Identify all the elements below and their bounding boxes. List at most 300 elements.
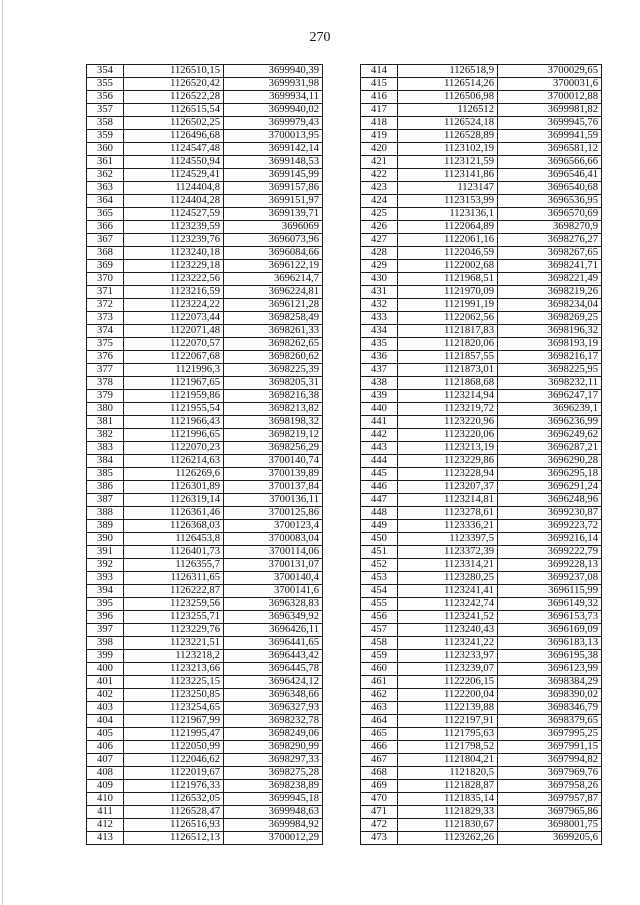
table-row <box>87 780 323 793</box>
x-coordinate-cell: 1123228,94 <box>398 468 498 481</box>
point-number-cell: 412 <box>87 819 124 832</box>
x-coordinate-cell: 1126520,42 <box>124 78 224 91</box>
point-number-cell: 466 <box>361 741 398 754</box>
x-coordinate-cell: 1121996,3 <box>124 364 224 377</box>
y-coordinate-cell: 3696121,28 <box>224 299 323 312</box>
x-coordinate-cell: 1123397,5 <box>398 533 498 546</box>
x-coordinate-cell: 1124547,48 <box>124 143 224 156</box>
x-coordinate-cell: 1123239,59 <box>124 221 224 234</box>
y-coordinate-cell: 3699979,43 <box>224 117 323 130</box>
y-coordinate-cell: 3696536,95 <box>498 195 602 208</box>
table-row <box>361 611 602 624</box>
point-number-cell: 473 <box>361 832 398 845</box>
y-coordinate-cell: 3696546,41 <box>498 169 602 182</box>
y-coordinate-cell: 3700012,88 <box>498 91 602 104</box>
x-coordinate-cell: 1124404,28 <box>124 195 224 208</box>
x-coordinate-cell: 1124529,41 <box>124 169 224 182</box>
y-coordinate-cell: 3700125,86 <box>224 507 323 520</box>
x-coordinate-cell: 1123240,18 <box>124 247 224 260</box>
table-row <box>87 78 323 91</box>
point-number-cell: 367 <box>87 234 124 247</box>
x-coordinate-cell: 1123213,66 <box>124 663 224 676</box>
y-coordinate-cell: 3698198,32 <box>224 416 323 429</box>
table-row <box>361 169 602 182</box>
y-coordinate-cell: 3700140,74 <box>224 455 323 468</box>
table-row <box>87 533 323 546</box>
point-number-cell: 467 <box>361 754 398 767</box>
x-coordinate-cell: 1122073,44 <box>124 312 224 325</box>
y-coordinate-cell: 3698241,71 <box>498 260 602 273</box>
point-number-cell: 416 <box>361 91 398 104</box>
x-coordinate-cell: 1126502,25 <box>124 117 224 130</box>
y-coordinate-cell: 3696290,28 <box>498 455 602 468</box>
table-row <box>361 403 602 416</box>
table-row <box>87 754 323 767</box>
x-coordinate-cell: 1123214,81 <box>398 494 498 507</box>
table-row <box>361 364 602 377</box>
x-coordinate-cell: 1121995,47 <box>124 728 224 741</box>
table-row <box>87 156 323 169</box>
y-coordinate-cell: 3698232,11 <box>498 377 602 390</box>
point-number-cell: 430 <box>361 273 398 286</box>
point-number-cell: 406 <box>87 741 124 754</box>
table-row <box>361 91 602 104</box>
x-coordinate-cell: 1122061,16 <box>398 234 498 247</box>
y-coordinate-cell: 3698196,32 <box>498 325 602 338</box>
table-row <box>87 130 323 143</box>
y-coordinate-cell: 3699139,71 <box>224 208 323 221</box>
point-number-cell: 371 <box>87 286 124 299</box>
x-coordinate-cell: 1123222,56 <box>124 273 224 286</box>
y-coordinate-cell: 3698379,65 <box>498 715 602 728</box>
point-number-cell: 468 <box>361 767 398 780</box>
point-number-cell: 377 <box>87 364 124 377</box>
y-coordinate-cell: 3696566,66 <box>498 156 602 169</box>
x-coordinate-cell: 1123229,18 <box>124 260 224 273</box>
x-coordinate-cell: 1123216,59 <box>124 286 224 299</box>
x-coordinate-cell: 1123239,07 <box>398 663 498 676</box>
point-number-cell: 401 <box>87 676 124 689</box>
table-row <box>87 247 323 260</box>
y-coordinate-cell: 3700012,29 <box>224 832 323 845</box>
point-number-cell: 385 <box>87 468 124 481</box>
y-coordinate-cell: 3696424,12 <box>224 676 323 689</box>
y-coordinate-cell: 3696291,24 <box>498 481 602 494</box>
x-coordinate-cell: 1122139,88 <box>398 702 498 715</box>
table-row <box>361 377 602 390</box>
x-coordinate-cell: 1121996,65 <box>124 429 224 442</box>
point-number-cell: 397 <box>87 624 124 637</box>
point-number-cell: 444 <box>361 455 398 468</box>
point-number-cell: 442 <box>361 429 398 442</box>
point-number-cell: 396 <box>87 611 124 624</box>
y-coordinate-cell: 3699148,53 <box>224 156 323 169</box>
table-row <box>361 702 602 715</box>
x-coordinate-cell: 1126311,65 <box>124 572 224 585</box>
table-row <box>87 481 323 494</box>
point-number-cell: 381 <box>87 416 124 429</box>
point-number-cell: 387 <box>87 494 124 507</box>
x-coordinate-cell: 1122206,15 <box>398 676 498 689</box>
point-number-cell: 422 <box>361 169 398 182</box>
table-row <box>87 338 323 351</box>
x-coordinate-cell: 1122046,59 <box>398 247 498 260</box>
point-number-cell: 361 <box>87 156 124 169</box>
x-coordinate-cell: 1126214,63 <box>124 455 224 468</box>
table-row <box>361 234 602 247</box>
point-number-cell: 369 <box>87 260 124 273</box>
x-coordinate-cell: 1124550,94 <box>124 156 224 169</box>
y-coordinate-cell: 3696153,73 <box>498 611 602 624</box>
table-row <box>361 286 602 299</box>
table-row <box>87 234 323 247</box>
y-coordinate-cell: 3698276,27 <box>498 234 602 247</box>
point-number-cell: 388 <box>87 507 124 520</box>
y-coordinate-cell: 3700083,04 <box>224 533 323 546</box>
x-coordinate-cell: 1123233,97 <box>398 650 498 663</box>
x-coordinate-cell: 1122062,56 <box>398 312 498 325</box>
x-coordinate-cell: 1126222,87 <box>124 585 224 598</box>
y-coordinate-cell: 3697958,26 <box>498 780 602 793</box>
x-coordinate-cell: 1126269,6 <box>124 468 224 481</box>
point-number-cell: 354 <box>87 65 124 78</box>
point-number-cell: 415 <box>361 78 398 91</box>
table-row <box>361 715 602 728</box>
y-coordinate-cell: 3699984,92 <box>224 819 323 832</box>
y-coordinate-cell: 3696287,21 <box>498 442 602 455</box>
table-row <box>361 429 602 442</box>
x-coordinate-cell: 1123121,59 <box>398 156 498 169</box>
table-row <box>361 650 602 663</box>
x-coordinate-cell: 1121967,99 <box>124 715 224 728</box>
x-coordinate-cell: 1126319,14 <box>124 494 224 507</box>
table-row <box>361 273 602 286</box>
point-number-cell: 440 <box>361 403 398 416</box>
point-number-cell: 435 <box>361 338 398 351</box>
point-number-cell: 454 <box>361 585 398 598</box>
point-number-cell: 458 <box>361 637 398 650</box>
x-coordinate-cell: 1123136,1 <box>398 208 498 221</box>
table-row <box>361 728 602 741</box>
x-coordinate-cell: 1121857,55 <box>398 351 498 364</box>
y-coordinate-cell: 3696115,99 <box>498 585 602 598</box>
x-coordinate-cell: 1123220,96 <box>398 416 498 429</box>
y-coordinate-cell: 3697969,76 <box>498 767 602 780</box>
point-number-cell: 398 <box>87 637 124 650</box>
table-row <box>87 299 323 312</box>
table-row <box>87 546 323 559</box>
x-coordinate-cell: 1121820,5 <box>398 767 498 780</box>
point-number-cell: 439 <box>361 390 398 403</box>
table-row <box>361 104 602 117</box>
x-coordinate-cell: 1123278,61 <box>398 507 498 520</box>
x-coordinate-cell: 1122197,91 <box>398 715 498 728</box>
point-number-cell: 470 <box>361 793 398 806</box>
x-coordinate-cell: 1123254,65 <box>124 702 224 715</box>
point-number-cell: 383 <box>87 442 124 455</box>
y-coordinate-cell: 3698205,31 <box>224 377 323 390</box>
point-number-cell: 407 <box>87 754 124 767</box>
y-coordinate-cell: 3699228,13 <box>498 559 602 572</box>
point-number-cell: 423 <box>361 182 398 195</box>
point-number-cell: 457 <box>361 624 398 637</box>
point-number-cell: 459 <box>361 650 398 663</box>
table-row <box>87 689 323 702</box>
table-row <box>361 793 602 806</box>
y-coordinate-cell: 3697965,86 <box>498 806 602 819</box>
x-coordinate-cell: 1126518,9 <box>398 65 498 78</box>
point-number-cell: 375 <box>87 338 124 351</box>
table-row <box>87 286 323 299</box>
x-coordinate-cell: 1123214,94 <box>398 390 498 403</box>
x-coordinate-cell: 1121828,87 <box>398 780 498 793</box>
x-coordinate-cell: 1123153,99 <box>398 195 498 208</box>
point-number-cell: 448 <box>361 507 398 520</box>
table-row <box>87 624 323 637</box>
point-number-cell: 436 <box>361 351 398 364</box>
table-row <box>361 182 602 195</box>
y-coordinate-cell: 3698213,82 <box>224 403 323 416</box>
table-row <box>87 364 323 377</box>
table-row <box>87 182 323 195</box>
y-coordinate-cell: 3698384,29 <box>498 676 602 689</box>
x-coordinate-cell: 1123241,52 <box>398 611 498 624</box>
point-number-cell: 429 <box>361 260 398 273</box>
table-row <box>87 507 323 520</box>
table-row <box>361 312 602 325</box>
y-coordinate-cell: 3696239,1 <box>498 403 602 416</box>
x-coordinate-cell: 1122071,48 <box>124 325 224 338</box>
table-row <box>361 637 602 650</box>
x-coordinate-cell: 1123372,39 <box>398 546 498 559</box>
table-row <box>361 156 602 169</box>
point-number-cell: 428 <box>361 247 398 260</box>
table-row <box>361 78 602 91</box>
table-row <box>87 494 323 507</box>
table-row <box>87 676 323 689</box>
y-coordinate-cell: 3698290,99 <box>224 741 323 754</box>
table-row <box>87 208 323 221</box>
point-number-cell: 469 <box>361 780 398 793</box>
x-coordinate-cell: 1121795,63 <box>398 728 498 741</box>
point-number-cell: 360 <box>87 143 124 156</box>
table-row <box>361 832 602 845</box>
table-row <box>361 598 602 611</box>
point-number-cell: 366 <box>87 221 124 234</box>
y-coordinate-cell: 3696443,42 <box>224 650 323 663</box>
point-number-cell: 357 <box>87 104 124 117</box>
y-coordinate-cell: 3699941,59 <box>498 130 602 143</box>
table-row <box>361 442 602 455</box>
y-coordinate-cell: 3696069 <box>224 221 323 234</box>
y-coordinate-cell: 3698221,49 <box>498 273 602 286</box>
x-coordinate-cell: 1121798,52 <box>398 741 498 754</box>
y-coordinate-cell: 3698270,9 <box>498 221 602 234</box>
x-coordinate-cell: 1126512,13 <box>124 832 224 845</box>
y-coordinate-cell: 3700140,4 <box>224 572 323 585</box>
y-coordinate-cell: 3696122,19 <box>224 260 323 273</box>
point-number-cell: 418 <box>361 117 398 130</box>
point-number-cell: 433 <box>361 312 398 325</box>
x-coordinate-cell: 1123102,19 <box>398 143 498 156</box>
table-row <box>87 767 323 780</box>
point-number-cell: 465 <box>361 728 398 741</box>
x-coordinate-cell: 1121829,33 <box>398 806 498 819</box>
x-coordinate-cell: 1123218,2 <box>124 650 224 663</box>
x-coordinate-cell: 1123141,86 <box>398 169 498 182</box>
y-coordinate-cell: 3699940,39 <box>224 65 323 78</box>
y-coordinate-cell: 3699222,79 <box>498 546 602 559</box>
table-row <box>87 611 323 624</box>
point-number-cell: 425 <box>361 208 398 221</box>
y-coordinate-cell: 3696441,65 <box>224 637 323 650</box>
y-coordinate-cell: 3700136,11 <box>224 494 323 507</box>
point-number-cell: 449 <box>361 520 398 533</box>
y-coordinate-cell: 3700141,6 <box>224 585 323 598</box>
x-coordinate-cell: 1123207,37 <box>398 481 498 494</box>
table-row <box>87 403 323 416</box>
table-row <box>361 624 602 637</box>
table-row <box>87 117 323 130</box>
point-number-cell: 431 <box>361 286 398 299</box>
table-row <box>87 91 323 104</box>
x-coordinate-cell: 1123147 <box>398 182 498 195</box>
table-row <box>361 689 602 702</box>
point-number-cell: 463 <box>361 702 398 715</box>
y-coordinate-cell: 3698234,04 <box>498 299 602 312</box>
y-coordinate-cell: 3697957,87 <box>498 793 602 806</box>
x-coordinate-cell: 1126368,03 <box>124 520 224 533</box>
table-row <box>361 351 602 364</box>
x-coordinate-cell: 1123241,41 <box>398 585 498 598</box>
point-number-cell: 453 <box>361 572 398 585</box>
x-coordinate-cell: 1122050,99 <box>124 741 224 754</box>
table-row <box>87 416 323 429</box>
table-row <box>87 195 323 208</box>
y-coordinate-cell: 3699945,18 <box>224 793 323 806</box>
y-coordinate-cell: 3696247,17 <box>498 390 602 403</box>
point-number-cell: 370 <box>87 273 124 286</box>
table-row <box>361 780 602 793</box>
y-coordinate-cell: 3698216,38 <box>224 390 323 403</box>
table-row <box>361 455 602 468</box>
y-coordinate-cell: 3700123,4 <box>224 520 323 533</box>
table-row <box>87 221 323 234</box>
point-number-cell: 409 <box>87 780 124 793</box>
table-row <box>87 637 323 650</box>
point-number-cell: 471 <box>361 806 398 819</box>
x-coordinate-cell: 1124404,8 <box>124 182 224 195</box>
y-coordinate-cell: 3698238,89 <box>224 780 323 793</box>
table-row <box>87 104 323 117</box>
table-row <box>87 273 323 286</box>
table-row <box>87 585 323 598</box>
point-number-cell: 464 <box>361 715 398 728</box>
point-number-cell: 376 <box>87 351 124 364</box>
x-coordinate-cell: 1123262,26 <box>398 832 498 845</box>
y-coordinate-cell: 3700013,95 <box>224 130 323 143</box>
y-coordinate-cell: 3699940,02 <box>224 104 323 117</box>
point-number-cell: 462 <box>361 689 398 702</box>
point-number-cell: 393 <box>87 572 124 585</box>
y-coordinate-cell: 3699934,11 <box>224 91 323 104</box>
table-row <box>87 559 323 572</box>
y-coordinate-cell: 3696084,66 <box>224 247 323 260</box>
point-number-cell: 395 <box>87 598 124 611</box>
table-row <box>87 819 323 832</box>
x-coordinate-cell: 1122002,68 <box>398 260 498 273</box>
x-coordinate-cell: 1126512 <box>398 104 498 117</box>
x-coordinate-cell: 1126514,26 <box>398 78 498 91</box>
x-coordinate-cell: 1121955,54 <box>124 403 224 416</box>
x-coordinate-cell: 1126355,7 <box>124 559 224 572</box>
point-number-cell: 358 <box>87 117 124 130</box>
point-number-cell: 451 <box>361 546 398 559</box>
x-coordinate-cell: 1126516,93 <box>124 819 224 832</box>
point-number-cell: 472 <box>361 819 398 832</box>
point-number-cell: 410 <box>87 793 124 806</box>
table-row <box>361 390 602 403</box>
x-coordinate-cell: 1126510,15 <box>124 65 224 78</box>
point-number-cell: 446 <box>361 481 398 494</box>
table-row <box>87 702 323 715</box>
y-coordinate-cell: 3699237,08 <box>498 572 602 585</box>
x-coordinate-cell: 1126515,54 <box>124 104 224 117</box>
y-coordinate-cell: 3699145,99 <box>224 169 323 182</box>
table-row <box>361 130 602 143</box>
x-coordinate-cell: 1121830,67 <box>398 819 498 832</box>
table-row <box>87 390 323 403</box>
table-row <box>361 260 602 273</box>
point-number-cell: 392 <box>87 559 124 572</box>
table-row <box>87 598 323 611</box>
table-row <box>87 741 323 754</box>
x-coordinate-cell: 1126522,28 <box>124 91 224 104</box>
table-row <box>361 585 602 598</box>
point-number-cell: 421 <box>361 156 398 169</box>
y-coordinate-cell: 3696123,99 <box>498 663 602 676</box>
y-coordinate-cell: 3696570,69 <box>498 208 602 221</box>
table-row <box>361 676 602 689</box>
y-coordinate-cell: 3700114,06 <box>224 546 323 559</box>
table-row <box>87 572 323 585</box>
x-coordinate-cell: 1126361,46 <box>124 507 224 520</box>
y-coordinate-cell: 3697991,15 <box>498 741 602 754</box>
table-row <box>361 481 602 494</box>
x-coordinate-cell: 1126528,47 <box>124 806 224 819</box>
y-coordinate-cell: 3699151,97 <box>224 195 323 208</box>
y-coordinate-cell: 3696214,7 <box>224 273 323 286</box>
x-coordinate-cell: 1122046,62 <box>124 754 224 767</box>
x-coordinate-cell: 1121868,68 <box>398 377 498 390</box>
x-coordinate-cell: 1123240,43 <box>398 624 498 637</box>
x-coordinate-cell: 1126524,18 <box>398 117 498 130</box>
point-number-cell: 438 <box>361 377 398 390</box>
point-number-cell: 373 <box>87 312 124 325</box>
x-coordinate-cell: 1122200,04 <box>398 689 498 702</box>
table-row <box>87 806 323 819</box>
y-coordinate-cell: 3698258,49 <box>224 312 323 325</box>
point-number-cell: 414 <box>361 65 398 78</box>
y-coordinate-cell: 3698275,28 <box>224 767 323 780</box>
y-coordinate-cell: 3698225,95 <box>498 364 602 377</box>
x-coordinate-cell: 1121959,86 <box>124 390 224 403</box>
x-coordinate-cell: 1123229,76 <box>124 624 224 637</box>
table-row <box>87 312 323 325</box>
table-row <box>87 520 323 533</box>
point-number-cell: 380 <box>87 403 124 416</box>
y-coordinate-cell: 3696348,66 <box>224 689 323 702</box>
